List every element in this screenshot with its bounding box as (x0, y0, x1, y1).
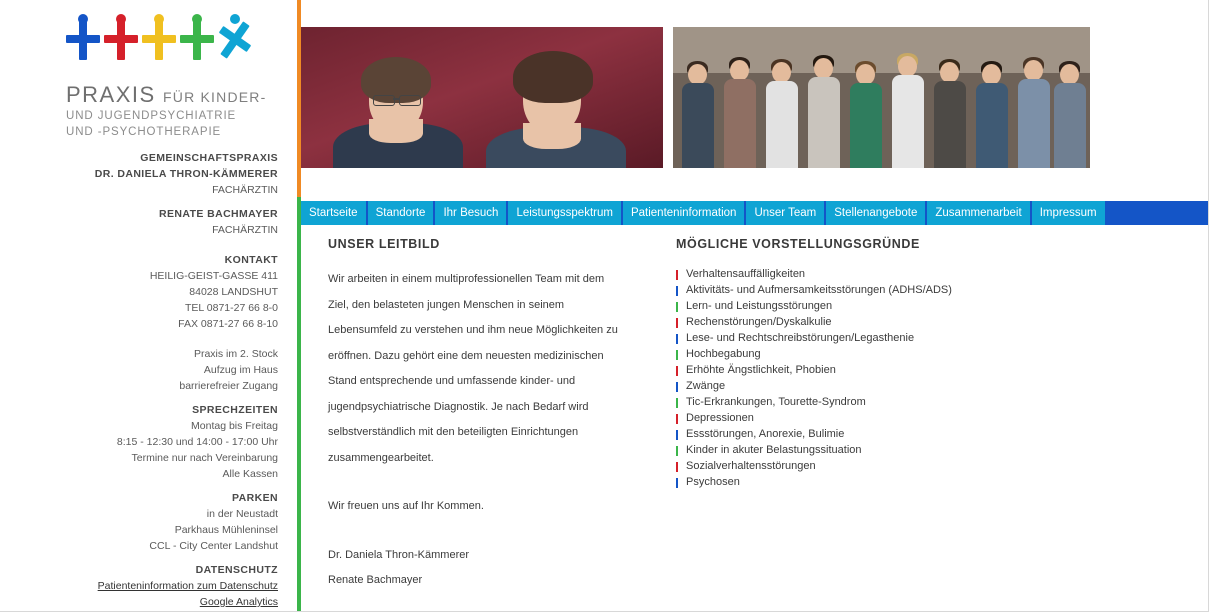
nav-item-impressum[interactable]: Impressum (1032, 201, 1105, 225)
leitbild-line: Stand entsprechende und umfassende kinder- und (328, 375, 576, 387)
leitbild-closing: Wir freuen uns auf Ihr Kommen. (328, 500, 484, 512)
logo-figures-icon (66, 18, 266, 70)
list-item: Psychosen (676, 475, 1156, 491)
logo-title-main: PRAXIS (66, 82, 156, 107)
main-navigation (301, 201, 1209, 225)
doctor-2-title: FACHÄRZTIN (212, 224, 278, 236)
parking-line: Parkhaus Mühleninsel (174, 524, 278, 536)
list-item: Zwänge (676, 379, 1156, 395)
list-item: Verhaltensauffälligkeiten (676, 267, 1156, 283)
access-line: Praxis im 2. Stock (193, 348, 278, 360)
list-item: Rechenstörungen/Dyskalkulie (676, 315, 1156, 331)
parking-line: CCL - City Center Landshut (149, 540, 278, 552)
list-item: Erhöhte Ängstlichkeit, Phobien (676, 363, 1156, 379)
doctor-1-name: DR. DANIELA THRON-KÄMMERER (94, 168, 278, 180)
list-item: Lese- und Rechtschreibstörungen/Legasthenie (676, 331, 1156, 347)
doctor-2-name: RENATE BACHMAYER (159, 208, 278, 220)
hours-line: Alle Kassen (222, 468, 278, 480)
nav-item-patienteninformation[interactable]: Patienteninformation (623, 201, 744, 225)
sidebar-text-block (18, 150, 278, 610)
header-photos (301, 27, 1209, 168)
logo-subtitle-line-2: UND -PSYCHOTHERAPIE (66, 126, 222, 138)
list-item: Kinder in akuter Belastungssituation (676, 443, 1156, 459)
access-line: barrierefreier Zugang (179, 380, 278, 392)
practice-logo (66, 18, 281, 138)
list-item: Aktivitäts- und Aufmersamkeitsstörungen (ADHS/ADS) (676, 283, 1156, 299)
contact-line: HEILIG-GEIST-GASSE 411 (149, 270, 278, 282)
logo-title (66, 82, 281, 108)
leitbild-line: eröffnen. Dazu gehört eine dem neuesten medizinischen (328, 349, 604, 362)
list-item: Hochbegabung (676, 347, 1156, 363)
main-content (301, 231, 1209, 606)
doctor-1-title: FACHÄRZTIN (212, 184, 278, 196)
hours-line: Montag bis Freitag (191, 420, 278, 432)
parking-line: in der Neustadt (206, 508, 278, 520)
list-item: Sozialverhaltensstörungen (676, 459, 1156, 475)
nav-item-zusammenarbeit[interactable]: Zusammenarbeit (927, 201, 1029, 225)
leitbild-line: Ziel, den belasteten jungen Menschen in seinem (328, 298, 565, 311)
logo-subtitle-line-1: UND JUGENDPSYCHIATRIE (66, 110, 237, 122)
privacy-heading: DATENSCHUTZ (195, 564, 278, 576)
photo-team-group (673, 27, 1090, 168)
contact-line: 84028 LANDSHUT (189, 286, 278, 298)
hours-line: 8:15 - 12:30 und 14:00 - 17:00 Uhr (116, 436, 278, 448)
leitbild-column (328, 237, 618, 594)
parking-heading: PARKEN (232, 492, 278, 504)
nav-item-ihr-besuch[interactable]: Ihr Besuch (435, 201, 506, 225)
list-item: Essstörungen, Anorexie, Bulimie (676, 427, 1156, 443)
logo-title-rest: FÜR KINDER- (163, 89, 267, 105)
vorstellungsgruende-heading: MÖGLICHE VORSTELLUNGSGRÜNDE (676, 237, 920, 251)
contact-line: TEL 0871-27 66 8-0 (184, 302, 278, 314)
nav-item-leistungsspektrum[interactable]: Leistungsspektrum (508, 201, 621, 225)
nav-item-stellenangebote[interactable]: Stellenangebote (826, 201, 925, 225)
hours-line: Termine nur nach Vereinbarung (131, 452, 278, 464)
photo-two-doctors (301, 27, 663, 168)
contact-line: FAX 0871-27 66 8-10 (178, 318, 278, 330)
nav-item-startseite[interactable]: Startseite (301, 201, 366, 225)
sidebar (0, 0, 296, 612)
hours-heading: SPRECHZEITEN (192, 404, 278, 416)
leitbild-line: zusammengearbeitet. (328, 451, 434, 464)
vorstellungsgruende-column (676, 237, 1156, 491)
signature-line: Dr. Daniela Thron-Kämmerer (328, 548, 470, 561)
leitbild-line: jugendpsychiatrische Diagnostik. Je nach Bedarf wird (328, 400, 589, 413)
contact-heading: KONTAKT (224, 254, 278, 266)
list-item: Tic-Erkrankungen, Tourette-Syndrom (676, 395, 1156, 411)
nav-item-standorte[interactable]: Standorte (368, 201, 434, 225)
leitbild-line: Wir arbeiten in einem multiprofessionellen Team mit dem (328, 273, 605, 285)
signature-line: Renate Bachmayer (328, 574, 423, 586)
access-line: Aufzug im Haus (203, 364, 278, 376)
privacy-link-google-analytics[interactable]: Google Analytics (199, 596, 278, 608)
privacy-link-patient-info[interactable]: Patienteninformation zum Datenschutz (97, 580, 278, 592)
nav-item-unser-team[interactable]: Unser Team (746, 201, 824, 225)
reasons-list (676, 267, 1156, 491)
leitbild-heading: UNSER LEITBILD (328, 237, 440, 251)
list-item: Lern- und Leistungsstörungen (676, 299, 1156, 315)
leitbild-line: selbstverständlich mit den beteiligten Einrichtungen (328, 426, 579, 438)
practice-type-label: GEMEINSCHAFTSPRAXIS (140, 152, 278, 164)
list-item: Depressionen (676, 411, 1156, 427)
leitbild-line: Lebensumfeld zu verstehen und ihm neue Möglichkeiten zu (328, 324, 618, 336)
